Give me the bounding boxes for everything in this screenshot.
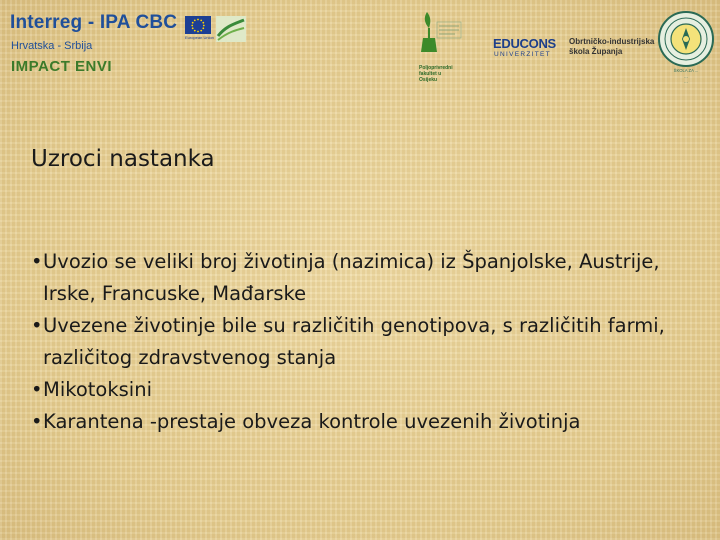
faculty-logo [415, 8, 465, 88]
faculty-plant-icon [415, 8, 465, 64]
faculty-name [419, 65, 463, 83]
project-name: IMPACT ENVI [11, 58, 113, 75]
slide-title: Uzroci nastanka [31, 146, 215, 172]
bullet-text: Mikotoksini [43, 378, 152, 401]
bullet-text: Uvezene životinje bile su različitih genotipova, s različitih farmi, različitog zdravstvenog stanja [43, 314, 665, 369]
bullet-marker: • [31, 314, 43, 337]
school-name-line: škola Županja [569, 47, 623, 56]
school-seal [657, 10, 715, 88]
seal-caption-line: ŠKOLA ZA ... [673, 68, 699, 73]
bullet-item [31, 406, 701, 438]
interreg-swoosh-icon [216, 16, 246, 42]
interreg-logo [10, 12, 250, 82]
faculty-name-line: Poljoprivredni [419, 65, 453, 71]
interreg-title: Interreg - IPA CBC [10, 12, 178, 33]
faculty-name-line: Osijeku [419, 77, 438, 83]
bullet-item [31, 374, 701, 406]
school-name-line: Obrtničko-industrijska [569, 37, 655, 46]
school-logo [569, 37, 655, 63]
bullet-item [31, 246, 701, 310]
interreg-subtitle: Hrvatska - Srbija [11, 40, 93, 52]
eu-caption: European Union [185, 35, 214, 40]
educons-subtitle: UNIVERZITET [494, 51, 551, 58]
bullet-text: Uvozio se veliki broj životinja (nazimica) iz Španjolske, Austrije, Irske, Francuske, Mađarske [43, 250, 660, 305]
bullet-text: Karantena -prestaje obveza kontrole uvezenih životinja [43, 410, 581, 433]
bullet-marker: • [31, 410, 43, 433]
seal-emblem-icon [657, 10, 715, 68]
faculty-name-line: fakultet u [419, 71, 442, 77]
bullet-marker: • [31, 378, 43, 401]
seal-caption [659, 68, 713, 85]
header-logos [0, 0, 720, 95]
bullet-list [31, 246, 701, 438]
eu-flag-icon [185, 16, 211, 34]
seal-caption-line: ... [684, 79, 688, 84]
bullet-item [31, 310, 701, 374]
educons-logo [493, 36, 557, 62]
seal-caption-line: ... [684, 73, 688, 79]
educons-name: EDUCONS [493, 36, 556, 51]
bullet-marker: • [31, 250, 43, 273]
